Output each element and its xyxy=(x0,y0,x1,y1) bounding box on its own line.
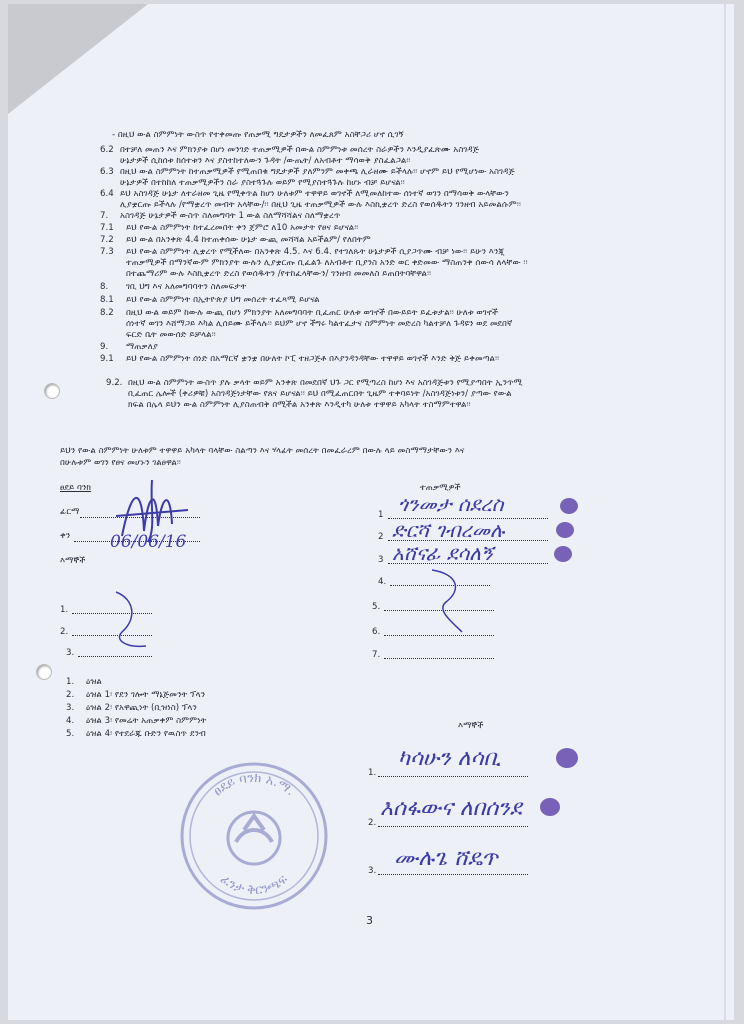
witness-number: 2. xyxy=(368,818,377,828)
annex-number: 3. xyxy=(66,703,75,713)
witness-signature: እሰፋውና ለበሰንደ xyxy=(380,796,522,821)
bank-stamp xyxy=(178,760,330,912)
para-text: በዚህ ውል ወይም ከውሉ ውጪ በሆነ ምክንያት አለመግባባት ቢፈጠር ሁለቱ ወገኖች በውይይት ይፈቱታል፡፡ ሁለቱ ወገኖች xyxy=(126,308,499,318)
para-text: ሁኔታዎች ሲከሰቱ ከሰተቱን እና ያስተከተለውን ጉዳት /ውጤት/ ለአብቶተ ማሳወቅ ያስፈልጋል፡፡ xyxy=(120,156,411,166)
beneficiary-number: 6. xyxy=(372,627,381,637)
punch-hole xyxy=(36,664,52,680)
fingerprint-mark xyxy=(560,498,578,514)
para-text: ክፍል በሌላ ይህን ውል ስምምነት ሊያስጠብቅ በሚችል አንቀጽ እንዲተካ ሁለቱ ተዋዋይ አካላት ተስማምተዋል፡፡ xyxy=(128,400,471,410)
witness-number: 2. xyxy=(60,627,69,637)
witness-line xyxy=(378,776,528,777)
annex-item: ዕዝል xyxy=(86,677,102,687)
fingerprint-mark xyxy=(554,546,572,562)
beneficiary-number: 7. xyxy=(372,650,381,660)
annex-item: ዕዝል 3፡ የመሬት አጠቃቀም ስምምነት xyxy=(86,716,207,726)
closing-text: ይህን የውል ስምምነት ሁለቱም ተዋዋይ አካላት ባላቸው ስልጣን እና ሃላፊት መሰረት በመፈራረም በውሉ ላይ መስማማታቸውን እና xyxy=(60,446,465,456)
para-text: በተቻለ መጠን እና ምክንያቱ በሆነ መንገድ ተጠቃሚዎች በውል ስምምነቱ መሰረት ስራዎችን እንዲያፈጽሙ አስገዳጅ xyxy=(120,145,480,155)
beneficiary-number: 5. xyxy=(372,602,381,612)
para-text: ይህ የውል ስምምነት በኢትዮጵያ ህግ መሰረት ተፈጻሚ ይሆናል xyxy=(126,295,320,305)
beneficiary-signature: አሸናፊ ደሳለኝ xyxy=(392,541,493,565)
witness-number: 3. xyxy=(368,866,377,876)
date-handwritten: 06/06/16 xyxy=(110,532,187,552)
para-text: ተጠቃሚዎች በማንኛውም ምክንያት ውሉን ሊያቋርጡ ቢፈልጉ ለአብቶተ ቢያንስ አንድ ወር ቀድመው ማስጠንቀ ሰውሳ ለላቸው ፡፡ xyxy=(126,258,528,268)
para-text: ይህ የውል ስምምነት ሊቋረጥ የሚችለው በአንቀጽ 4.5. እና 6.4. የተገለጹት ሁኔታዎች ሲያጋጥሙ ብቻ ነው፡፡ ይሁን እንጂ xyxy=(126,247,505,257)
para-text: ይህ የውል ስምምነት ሰነድ በአማርኛ ቋንቋ በሁለት ኮፒ ተዘጋጅቶ በእያንዳንዳቸው ተዋዋይ ወገኖች እንድ ቅጅ ይቀመጣል፡፡ xyxy=(126,354,500,364)
para-number: 7.3 xyxy=(100,247,114,257)
witness-signature: ካሳሁን ለሳቢ xyxy=(398,746,501,771)
para-number: 6.3 xyxy=(100,167,114,177)
beneficiary-signature: ጎንመታ ሰደረስ xyxy=(398,492,504,516)
cross-out-mark xyxy=(428,566,468,636)
intro-line: - በዚህ ውል ስምምነት ውስጥ የተቀመጡ የጠቃሚ ግዴታዎችን ለመፈጸም አስቸጋሪ ሆኖ ሲገኝ xyxy=(112,130,404,140)
para-number: 6.4 xyxy=(100,189,114,199)
para-number: 8.2 xyxy=(100,308,114,318)
annex-number: 4. xyxy=(66,716,75,726)
sign-label: ፊርማ xyxy=(60,507,80,517)
beneficiaries-header: ተጠቃሚዎች xyxy=(420,483,461,493)
para-text: ሰነተኛ ወገን እሸማጋይ እካል ሊሰይሙ ይችላሉ፡፡ ይህም ሆኖ ችግሩ ካልተፈታና ስምምነት መድረስ ካልተቻለ ጉዳዩን ወደ መደበኛ xyxy=(126,319,513,329)
witness-line xyxy=(378,874,528,875)
para-text: ይህ ውል በአንቀጽ 4.4 ከተጠቀሰው ሁኔታ ውጪ መሻሻል አይችልም/ የለበትም xyxy=(126,235,371,245)
beneficiary-line xyxy=(384,658,494,659)
beneficiary-number: 2 xyxy=(378,532,384,542)
punch-hole xyxy=(44,383,60,399)
para-text: ሊያቋርጡ ይችላሉ /የማቋረጥ መብት አላቸው/፡፡ በዚህ ጊዜ ተጠቃሚዎች ውሉ እስኪቋረጥ ድረስ የወሰዱትን ገንዘብ አይመልሱም፡፡ xyxy=(120,200,521,210)
fingerprint-mark xyxy=(540,798,560,816)
page-number: 3 xyxy=(366,914,373,927)
para-text: በተጨማሪም ውሉ እስኪቋረጥ ድረስ የወሰዱትን /የተከፈላቸውን/ ገንዘብ መመለስ ይጠበትባቸዋል፡፡ xyxy=(126,269,432,279)
cross-out-mark xyxy=(96,590,156,650)
beneficiary-number: 1 xyxy=(378,510,384,520)
witness-number: 1. xyxy=(60,605,69,615)
para-text: ይህ የውል ስምምነት ከተፈረመበት ቀን ጀምሮ ለ10 አመታት የፀና ይሆናል፡፡ xyxy=(126,223,359,233)
closing-text: በሁሉቱም ወገን የፀና መሆኑን ገልፀዋል፡፡ xyxy=(60,458,181,468)
fingerprint-mark xyxy=(556,748,578,768)
bank-name: ፀደይ ባንክ xyxy=(60,483,92,493)
para-number: 9.1 xyxy=(100,354,114,364)
witness-signature: ሙሉጌ ሸዴጥ xyxy=(394,846,498,871)
para-number: 6.2 xyxy=(100,145,114,155)
para-number: 7.1 xyxy=(100,223,114,233)
para-text: በዚህ ውል ስምምነት ከተጠቃሚዎች የሚጠበቁ ግዴታዎች ያለምንም መቀጫ ሊራዘሙ ይችላሉ፡፡ ሆኖም ይህ የሚሆነው አስገዳጅ xyxy=(120,167,515,177)
beneficiary-number: 4. xyxy=(378,577,387,587)
witness-line xyxy=(78,656,152,657)
para-number: 8.1 xyxy=(100,295,114,305)
para-text: ፍርድ ቤት መውሰድ ይቻላል፡፡ xyxy=(126,330,216,340)
bank-signature xyxy=(112,476,192,546)
witness-label-right: እማኞች xyxy=(458,721,484,731)
section-title: ማጠቃለያ xyxy=(126,342,158,352)
section-title: ገቢ ህግ እና አለመግባባትን ስለመፍታት xyxy=(126,282,247,292)
section-title: አስገዳጅ ሁኔታዎች ውስጥ ስለመግባት 1 ውል ስለማሻሻልና ስለማቋረጥ xyxy=(120,211,341,221)
beneficiary-number: 3 xyxy=(378,555,384,565)
fingerprint-mark xyxy=(556,522,574,538)
section-number: 9. xyxy=(100,342,109,352)
annex-number: 2. xyxy=(66,690,75,700)
date-label: ቀን xyxy=(60,531,71,541)
beneficiary-signature: ድርሻ ገብረመሉ xyxy=(392,518,505,542)
witness-line xyxy=(378,826,528,827)
section-number: 8. xyxy=(100,282,109,292)
annex-number: 1. xyxy=(66,677,75,687)
section-number: 7. xyxy=(100,211,109,221)
para-number: 7.2 xyxy=(100,235,114,245)
para-text: ይህ አስገዳጅ ሁኔታ ለተራዘመ ጊዜ የሚቀጥል ከሆነ ሁለቱም ተዋዋይ ወገኖች ለሚመለከተው ሰነተኛ ወገን በማሳወቅ ውላቸውን xyxy=(120,189,509,199)
stamp-text-top: ፀደይ ባንክ አ.ማ. xyxy=(210,770,298,800)
para-text: ቢፈጠር ሌሎች (ቀሪዎቹ) አስገዳጅነታቸው የጸና ይሆናል፡፡ ይህ በሚፈጠርበት ጊዜም ተቀባይነት /አስገዳጅነቱን/ ያጣው የውል xyxy=(128,389,512,399)
annex-item: ዕዝል 4፡ የተደራጁ ቡድን የዉስጥ ደንብ xyxy=(86,729,206,739)
annex-item: ዕዝል 2፡ የአዋጪነት (ቢዝነስ) ፕላን xyxy=(86,703,197,713)
para-number: 9.2. xyxy=(106,378,123,388)
annex-number: 5. xyxy=(66,729,75,739)
witness-label-left: እማኞች xyxy=(60,556,86,566)
para-text: ሁኔታዎች በተከከለ ተጠቃሚዎችን ስራ ያስተጓጉሉ ወይም የሚያስተጓጉሉ ከሆኑ ብቻ ይሆናል፡፡ xyxy=(120,178,405,188)
stamp-text-bottom: ፈንታ ቅርንጫፍ xyxy=(217,871,291,899)
annex-item: ዕዝል 1፡ የደን ገሎት ማኔጅመንት ፕላን xyxy=(86,690,206,700)
para-text: በዚህ ውል ስምምነት ውስጥ ያሉ ቃላት ወይም አንቀጽ በመደበኛ ህጉ ጋር የሚጣረስ ከሆነ እና አስገዳጅቱን የሚያጣበት ኢንጥሚ xyxy=(128,378,523,388)
witness-number: 3. xyxy=(66,648,75,658)
witness-number: 1. xyxy=(368,768,377,778)
